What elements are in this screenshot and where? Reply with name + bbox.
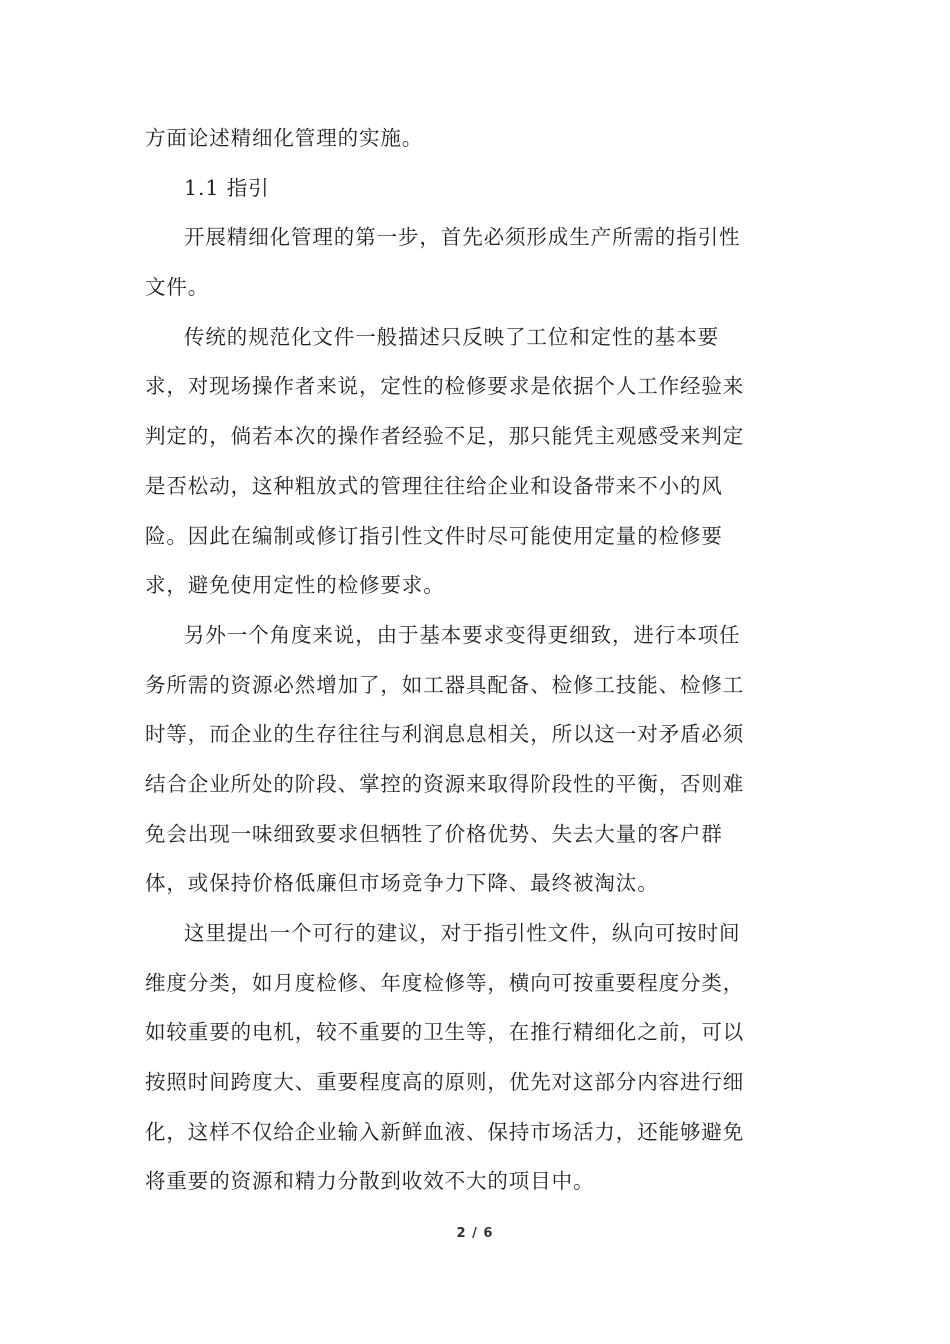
- text-line: 维度分类，如月度检修、年度检修等，横向可按重要程度分类，: [145, 970, 745, 995]
- text-line: 按照时间跨度大、重要程度高的原则，优先对这部分内容进行细: [145, 1070, 745, 1095]
- text-line: 是否松动，这种粗放式的管理往往给企业和设备带来不小的风: [145, 473, 723, 498]
- section-heading: 1.1 指引: [184, 175, 270, 200]
- paragraph-line: 另外一个角度来说，由于基本要求变得更细致，进行本项任: [184, 622, 741, 647]
- body-text: [145, 114, 810, 1207]
- text-line: 化，这样不仅给企业输入新鲜血液、保持市场活力，还能够避免: [145, 1119, 745, 1144]
- paragraph-line: 开展精细化管理的第一步，首先必须形成生产所需的指引性: [184, 225, 741, 250]
- text-line: 文件。: [145, 275, 210, 300]
- text-line: 求，避免使用定性的检修要求。: [145, 573, 445, 598]
- text-line: 将重要的资源和精力分散到收效不大的项目中。: [145, 1169, 595, 1194]
- text-line: 求，对现场操作者来说，定性的检修要求是依据个人工作经验来: [145, 374, 745, 399]
- text-line: 方面论述精细化管理的实施。: [145, 126, 424, 150]
- paragraph-line: 传统的规范化文件一般描述只反映了工位和定性的基本要: [184, 324, 719, 349]
- text-line: 如较重要的电机，较不重要的卫生等，在推行精细化之前，可以: [145, 1020, 745, 1045]
- text-line: 险。因此在编制或修订指引性文件时尽可能使用定量的检修要: [145, 523, 723, 548]
- paragraph-line: 这里提出一个可行的建议，对于指引性文件，纵向可按时间: [184, 921, 741, 945]
- page-number: 2 / 6: [456, 1226, 494, 1241]
- text-line: 结合企业所处的阶段、掌控的资源来取得阶段性的平衡，否则难: [145, 771, 745, 796]
- text-line: 时等，而企业的生存往往与利润息息相关，所以这一对矛盾必须: [145, 722, 745, 747]
- text-line: 体，或保持价格低廉但市场竞争力下降、最终被淘汰。: [145, 871, 659, 896]
- text-line: 免会出现一味细致要求但牺牲了价格优势、失去大量的客户群: [145, 821, 723, 846]
- text-line: 判定的，倘若本次的操作者经验不足，那只能凭主观感受来判定: [145, 424, 745, 449]
- text-line: 务所需的资源必然增加了，如工器具配备、检修工技能、检修工: [145, 672, 745, 697]
